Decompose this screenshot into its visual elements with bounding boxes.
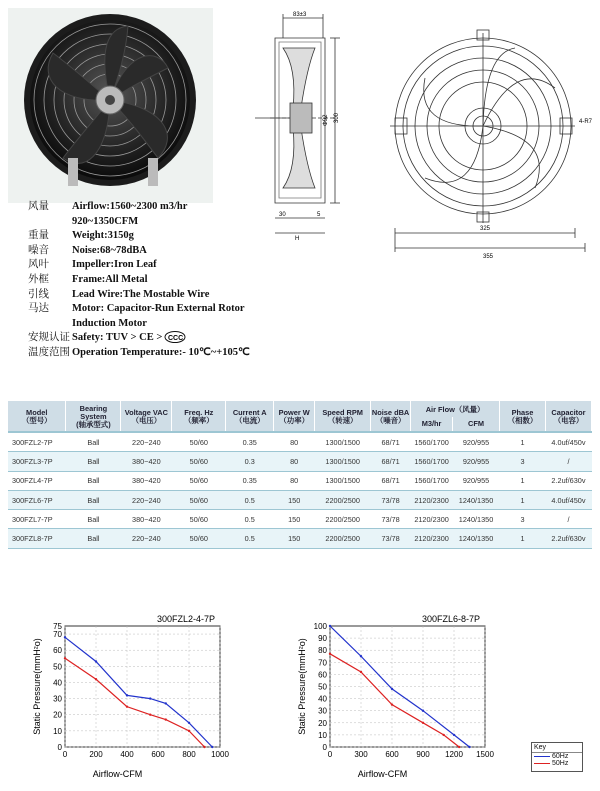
col-capacitor: Capacitor （电容） — [545, 401, 591, 432]
y-tick-label: 30 — [53, 694, 62, 704]
y-tick-label: 20 — [53, 710, 62, 720]
table-row — [8, 432, 592, 452]
col-voltage: Voltage VAC （电压） — [121, 401, 172, 432]
front-view-drawing — [385, 18, 600, 258]
table-cell: 73/78 — [371, 490, 411, 509]
table-cell: 0.35 — [226, 432, 274, 452]
data-point-50hz — [64, 657, 66, 659]
dim-5-label: 5 — [317, 212, 321, 218]
spec-weight: 重量 Weight:3150g — [28, 230, 134, 242]
x-tick-label: 1500 — [476, 750, 494, 759]
chart-300fzl6-8-7p — [295, 612, 535, 782]
table-cell: 1560/1700 — [411, 432, 453, 452]
data-point-60hz — [188, 722, 190, 724]
col-current: Current A （电流） — [226, 401, 274, 432]
table-cell: 80 — [274, 432, 315, 452]
table-cell: Ball — [66, 432, 121, 452]
table-row — [8, 452, 592, 471]
legend-title: Key — [532, 743, 582, 753]
data-point-60hz — [165, 702, 167, 704]
product-photo — [8, 8, 213, 203]
y-tick-label: 0 — [57, 743, 62, 752]
table-cell: 150 — [274, 529, 315, 548]
table-cell: 50/60 — [172, 452, 226, 471]
table-cell: 300FZL7-7P — [8, 510, 66, 529]
x-tick-label: 600 — [151, 750, 165, 759]
spec-safety: 安规认证 Safety: TUV > CE > CCC — [28, 331, 358, 346]
table-cell: 300FZL4-7P — [8, 471, 66, 490]
data-point-50hz — [95, 678, 97, 680]
data-point-60hz — [95, 660, 97, 662]
x-axis-label: Airflow-CFM — [92, 769, 143, 779]
table-row — [8, 471, 592, 490]
spec-lead: 引线 Lead Wire:The Mostable Wire — [28, 288, 210, 300]
y-tick-label: 40 — [53, 678, 62, 688]
table-cell: 1240/1350 — [453, 510, 500, 529]
y-axis-label: Static Pressure(mmH²o) — [32, 638, 42, 735]
dim-325-label: 325 — [480, 226, 491, 232]
table-cell: 380~420 — [121, 452, 172, 471]
svg-text:CCC: CCC — [168, 335, 184, 343]
table-cell: 50/60 — [172, 529, 226, 548]
data-point-50hz — [188, 730, 190, 732]
table-cell: 50/60 — [172, 471, 226, 490]
y-tick-label: 50 — [53, 662, 62, 672]
table-cell: 1300/1500 — [315, 452, 371, 471]
data-point-60hz — [422, 710, 424, 712]
spec-airflow-cfm: 920~1350CFM — [72, 215, 139, 227]
legend-item-50hz: 50Hz — [532, 760, 582, 767]
table-cell: 920/955 — [453, 452, 500, 471]
table-cell: 0.5 — [226, 529, 274, 548]
table-cell: 1300/1500 — [315, 471, 371, 490]
spec-motor: 马达 Motor: Capacitor-Run External Rotor — [28, 303, 245, 315]
table-cell: 1 — [500, 490, 546, 509]
col-cfm: CFM — [453, 417, 500, 432]
col-m3: M3/hr — [411, 417, 453, 432]
table-cell: 300FZL2-7P — [8, 432, 66, 452]
y-tick-label: 50 — [318, 682, 327, 692]
table-cell: 2.2uf/630v — [545, 529, 591, 548]
dim-92-label: Φ92 — [323, 114, 329, 126]
col-power: Power W （功率） — [274, 401, 315, 432]
table-cell: 380~420 — [121, 510, 172, 529]
table-cell: 220~240 — [121, 490, 172, 509]
x-tick-label: 800 — [182, 750, 196, 759]
dim-r7-label: 4-R7 — [579, 119, 593, 125]
legend-swatch-60hz — [534, 756, 550, 758]
x-tick-label: 0 — [62, 750, 68, 759]
data-point-50hz — [149, 714, 151, 716]
y-tick-label: 75 — [53, 622, 62, 631]
col-phase: Phase （相数） — [500, 401, 546, 432]
x-tick-label: 900 — [416, 750, 430, 759]
y-tick-label: 60 — [53, 646, 62, 656]
chart-title: 300FZL2-4-7P — [156, 614, 215, 624]
x-tick-label: 0 — [327, 750, 333, 759]
specifications-list — [28, 200, 358, 361]
spec-temp: 温度范围 Operation Temperature:- 10℃~+105℃ — [28, 346, 250, 358]
y-tick-label: 70 — [53, 630, 62, 640]
table-cell: 1560/1700 — [411, 471, 453, 490]
series-line-60hz — [65, 637, 212, 747]
spec-frame: 外框 Frame:All Metal — [28, 273, 148, 285]
data-point-50hz — [329, 653, 331, 655]
table-cell: 1240/1350 — [453, 529, 500, 548]
dim-355-label: 355 — [483, 254, 494, 258]
y-tick-label: 90 — [318, 634, 327, 644]
col-bearing: Bearing System (轴承型式) — [66, 401, 121, 432]
table-row — [8, 510, 592, 529]
table-cell: 73/78 — [371, 510, 411, 529]
table-cell: 300FZL6-7P — [8, 490, 66, 509]
y-tick-label: 10 — [53, 726, 62, 736]
data-point-50hz — [165, 718, 167, 720]
x-axis-label: Airflow-CFM — [357, 769, 408, 779]
table-row — [8, 529, 592, 548]
table-cell: 920/955 — [453, 471, 500, 490]
table-cell: 2.2uf/630v — [545, 471, 591, 490]
table-cell: 2120/2300 — [411, 529, 453, 548]
data-point-60hz — [360, 655, 362, 657]
table-cell: 3 — [500, 510, 546, 529]
y-tick-label: 10 — [318, 730, 327, 740]
y-tick-label: 40 — [318, 694, 327, 704]
data-point-60hz — [64, 636, 66, 638]
table-cell: 2200/2500 — [315, 510, 371, 529]
data-point-50hz — [442, 734, 444, 736]
data-point-50hz — [422, 722, 424, 724]
table-cell: 2120/2300 — [411, 490, 453, 509]
chart-legend — [531, 742, 583, 772]
data-point-50hz — [360, 671, 362, 673]
table-cell: 1560/1700 — [411, 452, 453, 471]
y-tick-label: 0 — [322, 743, 327, 752]
dim-30-label: 30 — [279, 212, 286, 218]
table-cell: 50/60 — [172, 510, 226, 529]
data-point-50hz — [203, 746, 205, 748]
table-cell: 80 — [274, 452, 315, 471]
table-cell: 150 — [274, 490, 315, 509]
table-cell: 4.0uf/450v — [545, 490, 591, 509]
chart-title: 300FZL6-8-7P — [421, 614, 480, 624]
legend-item-60hz: 60Hz — [532, 753, 582, 760]
data-point-60hz — [391, 688, 393, 690]
dim-h-label: H — [295, 236, 300, 242]
data-point-60hz — [126, 694, 128, 696]
dim-300-label: 300 — [334, 112, 340, 123]
col-airflow: Air Flow（风量） — [411, 401, 500, 417]
table-cell: 0.35 — [226, 471, 274, 490]
table-cell: 4.0uf/450v — [545, 432, 591, 452]
x-tick-label: 300 — [354, 750, 368, 759]
y-tick-label: 80 — [318, 646, 327, 656]
data-point-60hz — [468, 746, 470, 748]
y-tick-label: 30 — [318, 706, 327, 716]
data-point-50hz — [391, 703, 393, 705]
dim-top-label: 83±3 — [293, 12, 307, 18]
spec-impeller: 风叶 Impeller:Iron Leaf — [28, 259, 157, 271]
data-point-60hz — [149, 697, 151, 699]
table-cell: 0.3 — [226, 452, 274, 471]
table-cell: Ball — [66, 510, 121, 529]
table-cell: 68/71 — [371, 471, 411, 490]
table-cell: 3 — [500, 452, 546, 471]
table-cell: 80 — [274, 471, 315, 490]
col-speed: Speed RPM （转速） — [315, 401, 371, 432]
x-tick-label: 600 — [385, 750, 399, 759]
x-tick-label: 1000 — [211, 750, 229, 759]
table-cell: 2200/2500 — [315, 529, 371, 548]
y-tick-label: 70 — [318, 658, 327, 668]
col-model: Model （型号） — [8, 401, 66, 432]
x-tick-label: 400 — [120, 750, 134, 759]
spec-table — [8, 401, 592, 549]
data-point-50hz — [458, 746, 460, 748]
col-freq: Freq. Hz （频率） — [172, 401, 226, 432]
table-cell: 50/60 — [172, 490, 226, 509]
table-cell: 300FZL8-7P — [8, 529, 66, 548]
table-cell: 1240/1350 — [453, 490, 500, 509]
chart-300fzl2-4-7p — [30, 612, 270, 782]
y-tick-label: 100 — [313, 622, 327, 631]
table-cell: 68/71 — [371, 452, 411, 471]
table-cell: 2200/2500 — [315, 490, 371, 509]
y-axis-label: Static Pressure(mmH²o) — [297, 638, 307, 735]
data-point-60hz — [211, 746, 213, 748]
ccc-mark-icon — [164, 331, 186, 343]
spec-airflow: 风量 Airflow:1560~2300 m3/hr — [28, 201, 188, 212]
x-tick-label: 200 — [89, 750, 103, 759]
table-cell: 73/78 — [371, 529, 411, 548]
table-cell: 1300/1500 — [315, 432, 371, 452]
table-row — [8, 490, 592, 509]
spec-noise: 噪音 Noise:68~78dBA — [28, 244, 147, 256]
table-cell: 920/955 — [453, 432, 500, 452]
legend-swatch-50hz — [534, 763, 550, 765]
table-cell: 300FZL3-7P — [8, 452, 66, 471]
y-tick-label: 60 — [318, 670, 327, 680]
table-cell: 380~420 — [121, 471, 172, 490]
table-cell: 1 — [500, 529, 546, 548]
table-cell: Ball — [66, 452, 121, 471]
table-cell: 1 — [500, 432, 546, 452]
spec-motor-2: Induction Motor — [72, 317, 147, 329]
table-cell: / — [545, 510, 591, 529]
table-cell: 150 — [274, 510, 315, 529]
table-cell: 0.5 — [226, 510, 274, 529]
col-noise: Noise dBA （噪音） — [371, 401, 411, 432]
table-cell: 68/71 — [371, 432, 411, 452]
data-point-60hz — [453, 734, 455, 736]
table-cell: 50/60 — [172, 432, 226, 452]
x-tick-label: 1200 — [445, 750, 463, 759]
series-line-50hz — [65, 658, 205, 747]
table-cell: 2120/2300 — [411, 510, 453, 529]
data-point-60hz — [329, 625, 331, 627]
table-cell: 1 — [500, 471, 546, 490]
table-cell: / — [545, 452, 591, 471]
y-tick-label: 20 — [318, 718, 327, 728]
table-cell: Ball — [66, 529, 121, 548]
table-cell: 220~240 — [121, 432, 172, 452]
table-cell: Ball — [66, 490, 121, 509]
table-cell: 220~240 — [121, 529, 172, 548]
table-cell: 0.5 — [226, 490, 274, 509]
plot-frame — [65, 626, 220, 747]
series-line-50hz — [330, 654, 459, 747]
data-point-50hz — [126, 705, 128, 707]
table-cell: Ball — [66, 471, 121, 490]
